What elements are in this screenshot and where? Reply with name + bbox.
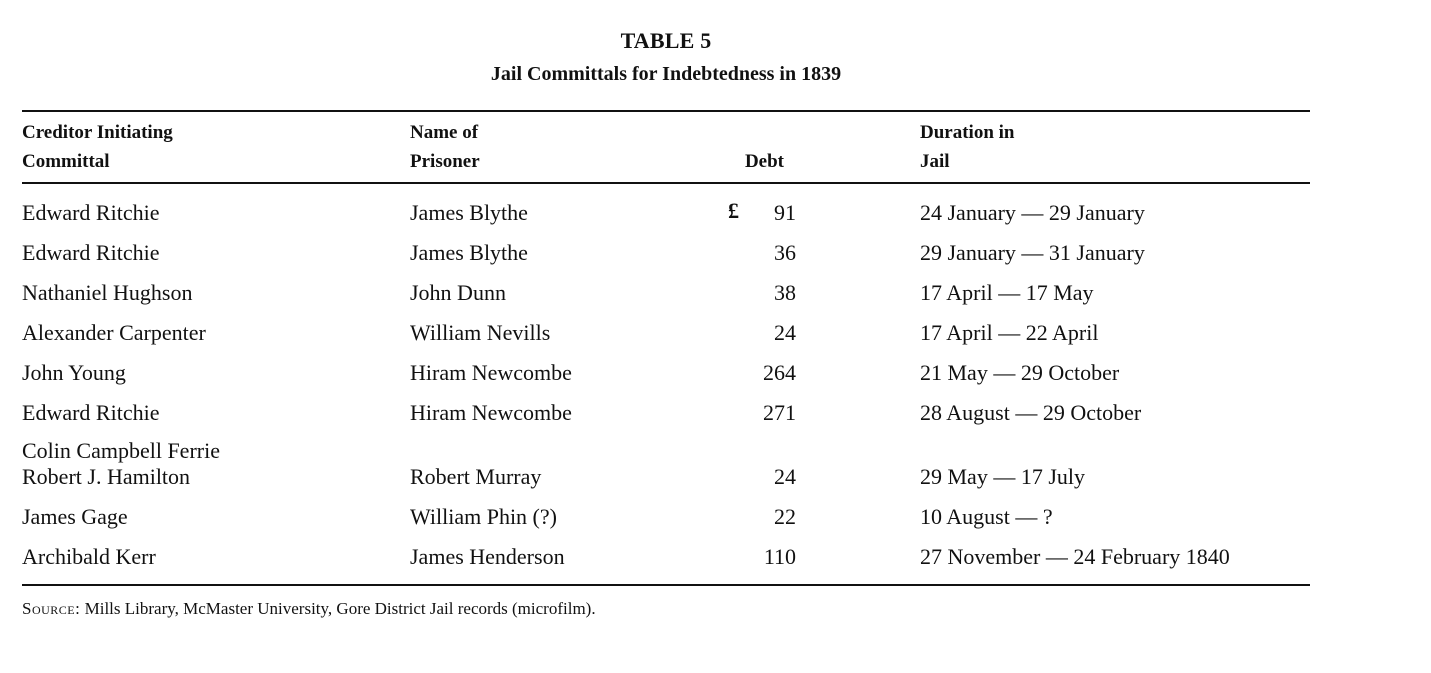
prisoner-cell: Hiram Newcombe — [410, 400, 572, 425]
prisoner-cell: James Blythe — [410, 240, 528, 265]
table-row — [22, 226, 1310, 266]
debt-cell: 271 — [763, 400, 796, 425]
creditor-cell: Edward Ritchie — [22, 240, 160, 265]
prisoner-cell: Robert Murray — [410, 464, 542, 489]
header-duration-line-1: Duration in — [920, 122, 1015, 143]
table-page — [22, 28, 1310, 620]
header-gap — [796, 112, 920, 176]
duration-cell: 17 April — 22 April — [920, 320, 1099, 345]
table-row — [22, 266, 1310, 306]
table-row — [22, 530, 1310, 570]
debt-cell: 264 — [763, 360, 796, 385]
source-note — [22, 598, 1310, 620]
prisoner-cell: John Dunn — [410, 280, 506, 305]
table-row — [22, 306, 1310, 346]
creditor-cell: Archibald Kerr — [22, 544, 156, 569]
prisoner-cell: William Nevills — [410, 320, 551, 345]
prisoner-cell: James Blythe — [410, 200, 528, 225]
duration-cell: 21 May — 29 October — [920, 360, 1120, 385]
table-row — [22, 346, 1310, 386]
source-label: Source: — [22, 599, 81, 618]
duration-cell: 27 November — 24 February 1840 — [920, 544, 1230, 569]
duration-cell: 29 May — 17 July — [920, 464, 1085, 489]
creditor-name: Robert J. Hamilton — [22, 464, 191, 489]
duration-cell: 24 January — 29 January — [920, 200, 1145, 225]
debt-value: 91 — [774, 200, 796, 225]
header-prisoner-line-2: Prisoner — [410, 151, 480, 172]
debt-cell: 110 — [763, 544, 796, 569]
creditor-cell: James Gage — [22, 504, 128, 529]
duration-cell: 28 August — 29 October — [920, 400, 1142, 425]
duration-cell: 17 April — 17 May — [920, 280, 1094, 305]
table-subtitle: Jail Committals for Indebtedness in 1839 — [490, 63, 842, 85]
creditor-cell: Edward Ritchie — [22, 200, 160, 225]
debt-cell — [678, 183, 796, 226]
header-debt-label: Debt — [744, 151, 784, 172]
header-prisoner — [410, 112, 678, 176]
creditor-cell: Nathaniel Hughson — [22, 280, 193, 305]
table-row — [22, 386, 1310, 426]
table-row — [22, 426, 1310, 490]
source-text: Mills Library, McMaster University, Gore District Jail records (microfilm). — [84, 599, 596, 618]
duration-cell: 10 August — ? — [920, 504, 1053, 529]
debt-cell: 24 — [774, 464, 796, 489]
table-row — [22, 490, 1310, 530]
table-row — [22, 183, 1310, 226]
debt-cell: 22 — [774, 504, 796, 529]
creditor-cell — [22, 426, 410, 490]
duration-cell: 29 January — 31 January — [920, 240, 1145, 265]
creditor-cell: Edward Ritchie — [22, 400, 160, 425]
header-row — [22, 112, 1310, 176]
debt-cell: 38 — [774, 280, 796, 305]
header-creditor — [22, 112, 410, 176]
bottom-rule — [22, 584, 1310, 586]
debt-cell: 36 — [774, 240, 796, 265]
header-creditor-line-2: Committal — [22, 151, 110, 172]
prisoner-cell: James Henderson — [410, 544, 565, 569]
header-rule — [22, 176, 1310, 183]
header-duration-line-2: Jail — [920, 151, 950, 172]
currency-symbol: £ — [728, 198, 739, 223]
prisoner-cell: William Phin (?) — [410, 504, 557, 529]
prisoner-cell: Hiram Newcombe — [410, 360, 572, 385]
committals-table — [22, 112, 1310, 570]
table-title: TABLE 5 — [620, 28, 712, 53]
header-duration — [920, 112, 1310, 176]
header-creditor-line-1: Creditor Initiating — [22, 122, 173, 143]
debt-cell: 24 — [774, 320, 796, 345]
header-debt — [678, 112, 796, 176]
creditor-name: Colin Campbell Ferrie — [22, 438, 220, 463]
header-prisoner-line-1: Name of — [410, 122, 479, 143]
creditor-cell: Alexander Carpenter — [22, 320, 206, 345]
creditor-cell: John Young — [22, 360, 126, 385]
